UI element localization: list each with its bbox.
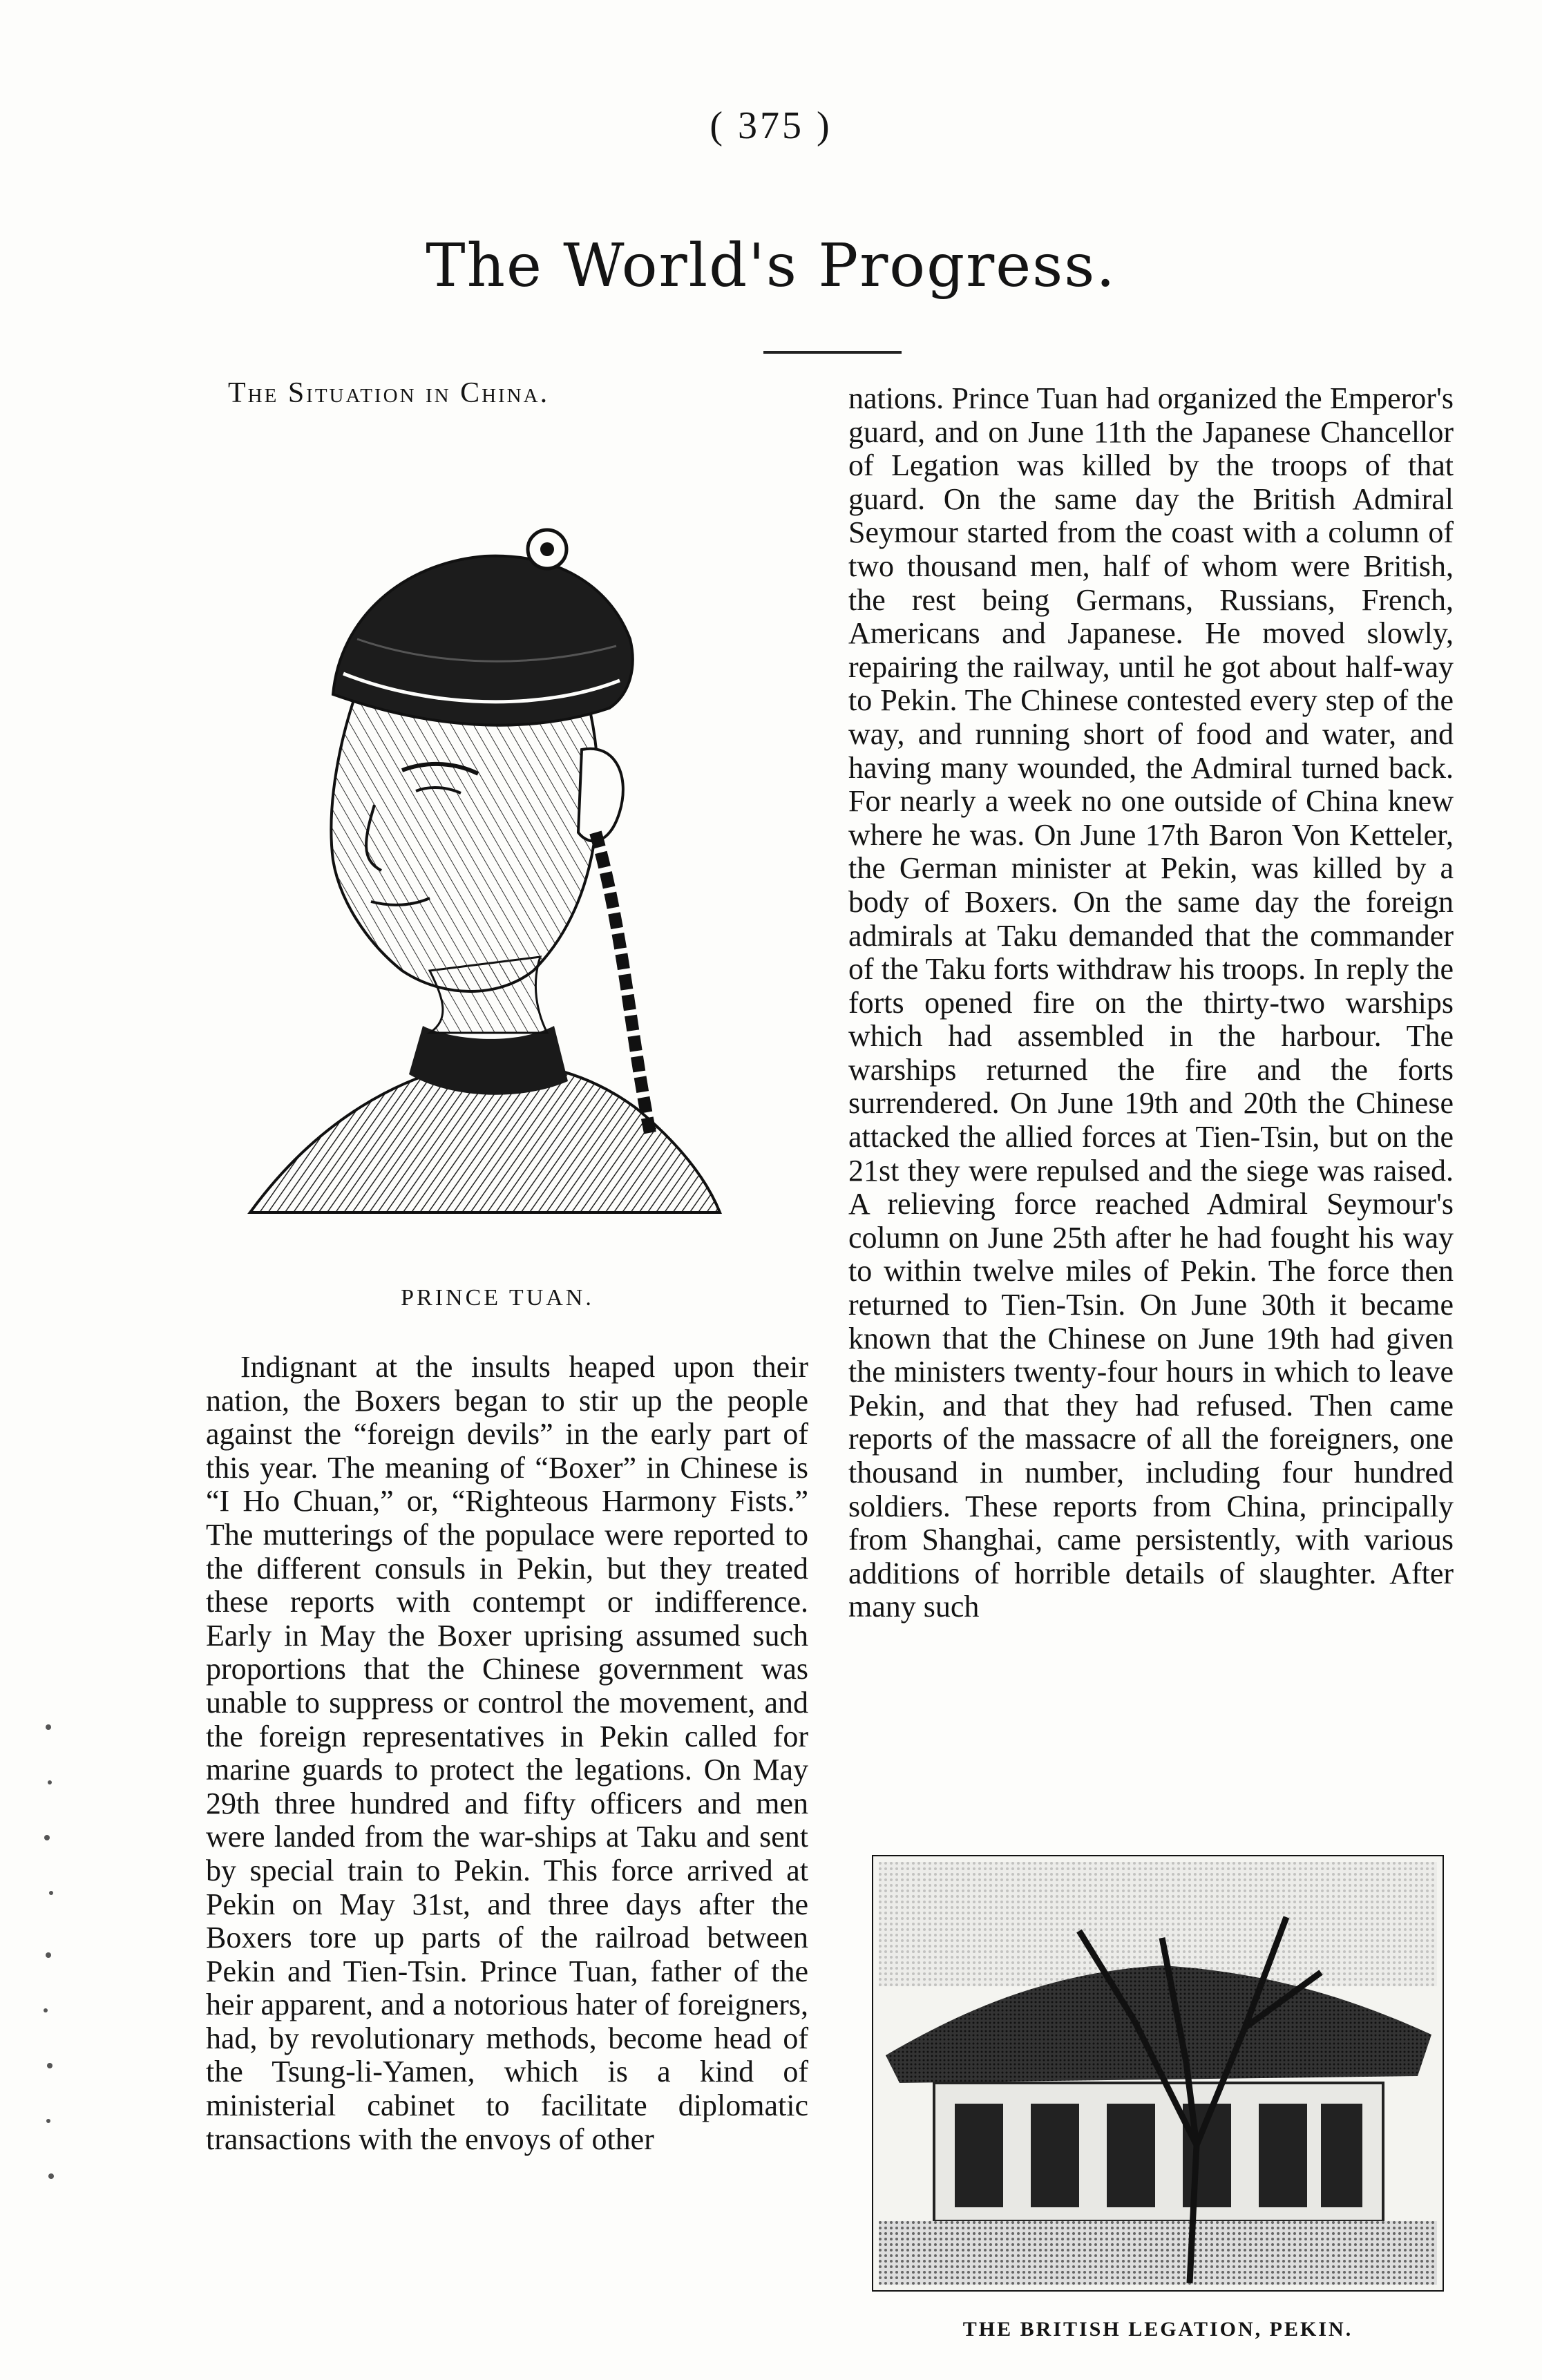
article-text-left-column: Indignant at the insults heaped upon their nation, the Boxers began to stir up the people against the “foreign devils” in the early part of this year. The meaning of “Boxer” in Chinese is “I Ho Chuan,” or, “Righteous Harmony Fists.” The mutterings of the populace were reported to the different consuls in Pekin, but they treated these reports with contempt or indifference. Early in May the Boxer uprising assumed such proportions that the Chinese government was unable to suppress or control the movement, and the foreign representatives in Pekin called for marine guards to protect the legations. On May 29th three hundred and fifty officers and men were landed from the war-ships at Taku and sent by special train to Pekin. This force arrived at Pekin on May 31st, and three days after the Boxers tore up parts of the railroad between Pekin and Tien-Tsin. Prince Tuan, father of the heir apparent, and a notorious hater of foreigners, had, by revolutionary methods, become head of the Tsung-li-Yamen, which is a kind of ministerial cabinet to facilitate diplomatic transactions with the envoys of other	[206, 1350, 808, 2156]
section-heading: The Situation in China.	[228, 377, 550, 409]
prince-tuan-portrait	[222, 446, 748, 1233]
article-text-right-column: nations. Prince Tuan had organized the Emperor's guard, and on June 11th the Japanese Chancellor of Legation was killed by the troops of that guard. On the same day the British Admiral Seymour started from the coast with a column of two thousand men, half of whom were British, the rest being Germans, Russians, French, Americans and Japanese. He moved slowly, repairing the railway, until he got about half-way to Pekin. The Chinese contested every step of the way, and running short of food and water, and having many wounded, the Admiral turned back. For nearly a week no one outside of China knew where he was. On June 17th Baron Von Ketteler, the German minister at Pekin, was killed by a body of Boxers. On the same day the foreign admirals at Taku demanded that the commander of the Taku forts withdraw his troops. In reply the forts opened fire on the thirty-two warships which had assembled in the harbour. The warships returned the fire and the forts surrendered. On June 19th and 20th the Chinese attacked the allied forces at Tien-Tsin, but on the 21st they were repulsed and the siege was raised. A relieving force reached Admiral Seymour's column on June 25th after he had fought his way to within twelve miles of Pekin. The force then returned to Tien-Tsin. On June 30th it became known that the Chinese on June 19th had given the ministers twenty-four hours in which to leave Pekin, and that they had refused. Then came reports of the massacre of all the foreigners, one thousand in number, including four hundred soldiers. These reports from China, principally from Shanghai, came persistently, with various additions of horrible details of slaughter. After many such	[848, 381, 1454, 1624]
photo-caption: THE BRITISH LEGATION, PEKIN.	[962, 2318, 1353, 2341]
page-title: The World's Progress.	[426, 231, 1116, 301]
british-legation-photo	[872, 1855, 1444, 2292]
page-number: ( 375 )	[710, 104, 832, 147]
title-rule	[763, 351, 902, 354]
portrait-caption: PRINCE TUAN.	[401, 1285, 594, 1311]
scan-margin-specks	[0, 0, 83, 2380]
